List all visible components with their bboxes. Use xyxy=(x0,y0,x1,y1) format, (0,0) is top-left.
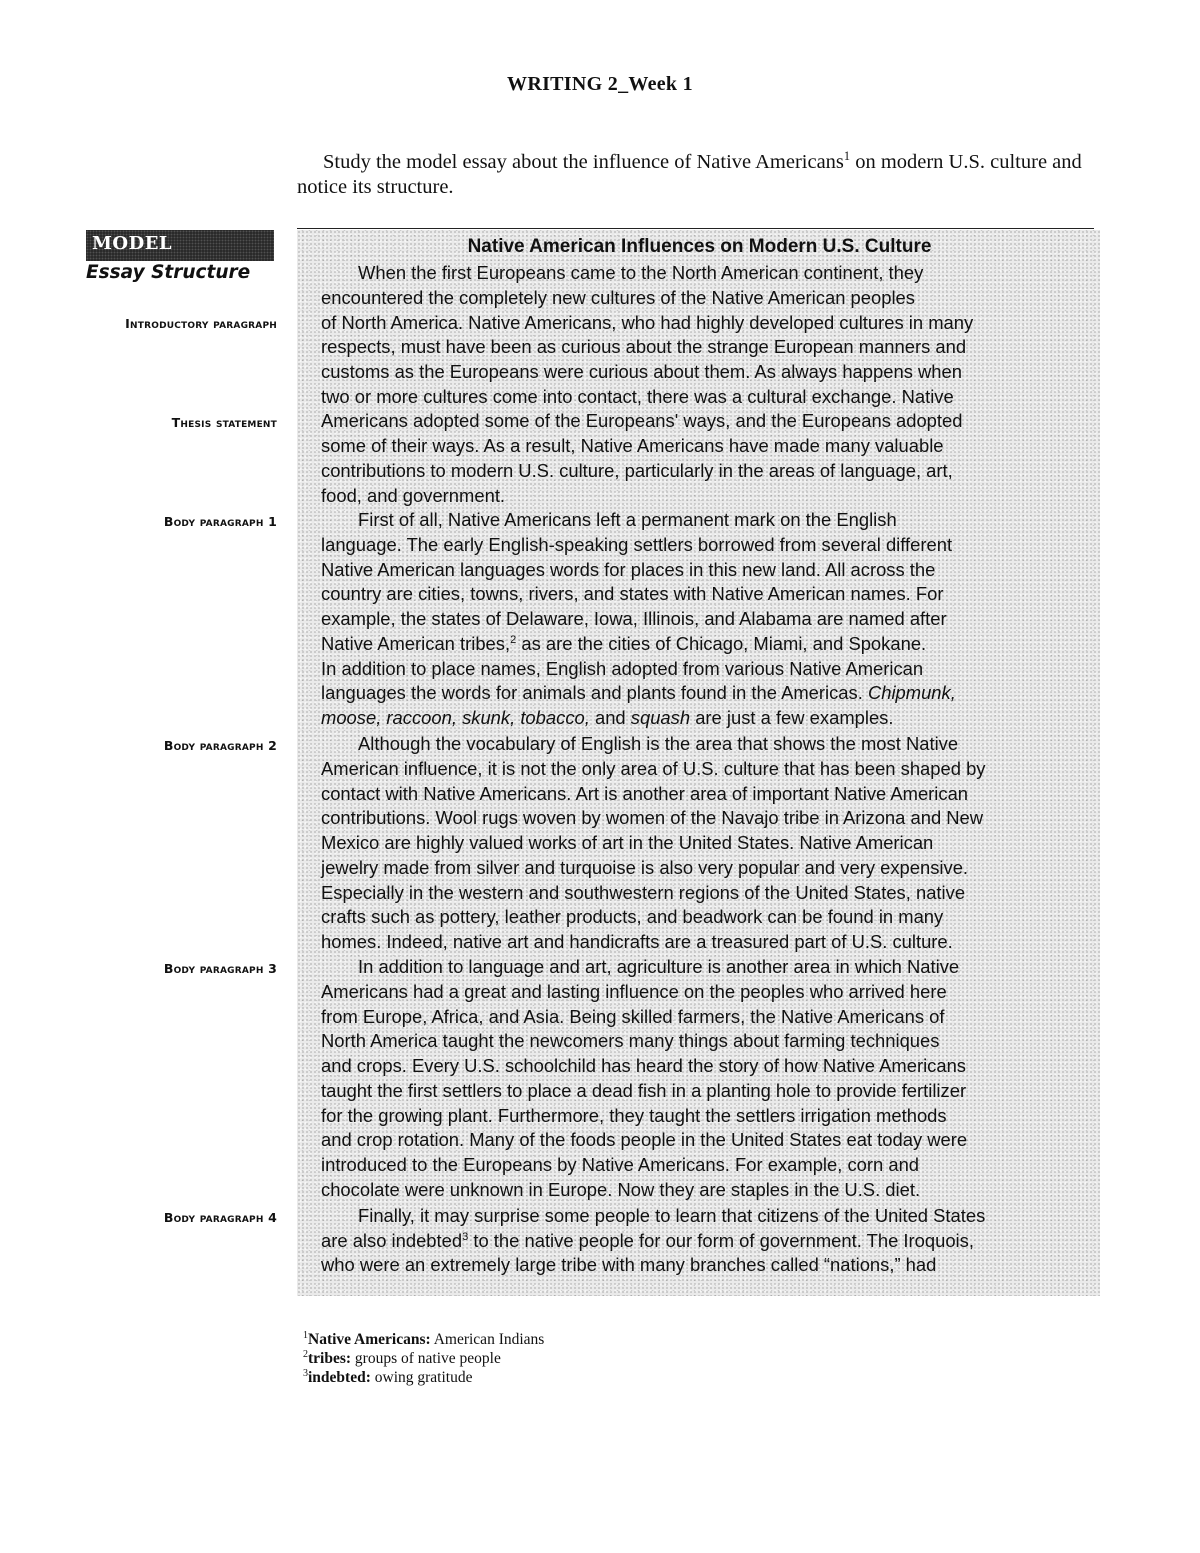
footnote-definition: owing gratitude xyxy=(370,1369,473,1386)
essay-line: contributions to modern U.S. culture, particularly in the areas of language, art, xyxy=(321,460,953,481)
essay-line: and crop rotation. Many of the foods people in the United States eat today were xyxy=(321,1129,968,1150)
footnote-number: 2 xyxy=(303,1348,308,1360)
footnote-definition: American Indians xyxy=(430,1331,545,1348)
footnote xyxy=(303,1368,472,1388)
essay-line: When the first Europeans came to the North American continent, they xyxy=(358,262,924,283)
essay-line: North America taught the newcomers many things about farming techniques xyxy=(321,1030,940,1051)
page-title: WRITING 2_Week 1 xyxy=(507,73,693,95)
essay-line: In addition to place names, English adopted from various Native American xyxy=(321,658,924,679)
essay-line: encountered the completely new cultures of the Native American peoples xyxy=(321,287,915,308)
model-banner xyxy=(86,230,274,261)
essay-line: country are cities, towns, rivers, and states with Native American names. For xyxy=(321,583,944,604)
essay-line: who were an extremely large tribe with many branches called “nations,” had xyxy=(321,1254,937,1275)
essay-line: introduced to the Europeans by Native Americans. For example, corn and xyxy=(321,1154,920,1175)
essay-line: First of all, Native Americans left a permanent mark on the English xyxy=(358,509,897,530)
essay-line: taught the first settlers to place a dead fish in a planting hole to provide fertilizer xyxy=(321,1080,967,1101)
intro-instructions xyxy=(297,150,1102,200)
essay-line: of North America. Native Americans, who had highly developed cultures in many xyxy=(321,312,974,333)
essay-line: contact with Native Americans. Art is another area of important Native American xyxy=(321,783,969,804)
essay-line: and crops. Every U.S. schoolchild has heard the story of how Native Americans xyxy=(321,1055,967,1076)
label-body-paragraph-1: Body paragraph 1 xyxy=(163,514,277,529)
essay-line: homes. Indeed, native art and handicrafts are a treasured part of U.S. culture. xyxy=(321,931,953,952)
essay-line: American influence, it is not the only area of U.S. culture that has been shaped by xyxy=(321,758,986,779)
essay-line: Mexico are highly valued works of art in the United States. Native American xyxy=(321,832,934,853)
footnote-mark: 3 xyxy=(462,1230,469,1243)
footnote-number: 3 xyxy=(303,1367,308,1379)
essay-text: to the native people for our form of government. The Iroquois, xyxy=(468,1230,974,1251)
essay-text: and xyxy=(589,707,631,728)
essay-text: languages the words for animals and plants found in the Americas. xyxy=(321,682,868,703)
divider xyxy=(297,228,1094,229)
footnote xyxy=(303,1349,501,1369)
label-introductory-paragraph: Introductory paragraph xyxy=(125,316,277,331)
essay-line: customs as the Europeans were curious about them. As always happens when xyxy=(321,361,962,382)
label-thesis-statement: Thesis statement xyxy=(171,415,277,430)
essay-line: for the growing plant. Furthermore, they taught the settlers irrigation methods xyxy=(321,1105,947,1126)
essay-line: Finally, it may surprise some people to learn that citizens of the United States xyxy=(358,1205,986,1226)
footnote-number: 1 xyxy=(303,1329,308,1341)
essay-italic-text: moose, raccoon, skunk, tobacco, xyxy=(321,707,590,728)
footnote-definition: groups of native people xyxy=(351,1350,501,1367)
essay-line: example, the states of Delaware, Iowa, Illinois, and Alabama are named after xyxy=(321,608,947,629)
intro-footnote-mark: 1 xyxy=(843,149,851,164)
essay-line: Although the vocabulary of English is the area that shows the most Native xyxy=(358,733,959,754)
label-body-paragraph-3: Body paragraph 3 xyxy=(163,961,277,976)
essay-text: as are the cities of Chicago, Miami, and Spokane. xyxy=(516,633,927,654)
essay-line xyxy=(321,706,894,731)
essay-text: are just a few examples. xyxy=(690,707,894,728)
essay-line: food, and government. xyxy=(321,485,506,506)
essay-line: contributions. Wool rugs woven by women of the Navajo tribe in Arizona and New xyxy=(321,807,984,828)
label-body-paragraph-4: Body paragraph 4 xyxy=(163,1210,277,1225)
footnote-term: tribes: xyxy=(308,1350,352,1367)
essay-line: jewelry made from silver and turquoise is also very popular and very expensive. xyxy=(321,857,969,878)
footnote-term: indebted: xyxy=(308,1369,371,1386)
model-label: MODEL xyxy=(92,233,173,254)
essay-line xyxy=(321,681,956,706)
label-body-paragraph-2: Body paragraph 2 xyxy=(163,738,277,753)
essay-italic-text: squash xyxy=(630,707,691,728)
essay-line: Americans adopted some of the Europeans' ways, and the Europeans adopted xyxy=(321,410,963,431)
essay-line: two or more cultures come into contact, there was a cultural exchange. Native xyxy=(321,386,954,407)
essay-line xyxy=(321,1229,974,1254)
essay-line: chocolate were unknown in Europe. Now they are staples in the U.S. diet. xyxy=(321,1179,921,1200)
essay-text: Native American tribes, xyxy=(321,633,511,654)
footnote-mark: 2 xyxy=(510,633,517,646)
essay-italic-text: Chipmunk, xyxy=(867,682,956,703)
intro-text: Study the model essay about the influence of Native Americans xyxy=(323,151,844,173)
essay-line: some of their ways. As a result, Native Americans have made many valuable xyxy=(321,435,944,456)
essay-line: from Europe, Africa, and Asia. Being skilled farmers, the Native Americans of xyxy=(321,1006,945,1027)
essay-line: Americans had a great and lasting influence on the peoples who arrived here xyxy=(321,981,947,1002)
essay-line: crafts such as pottery, leather products, and beadwork can be found in many xyxy=(321,906,944,927)
essay-structure-heading: Essay Structure xyxy=(86,262,251,283)
essay-title: Native American Influences on Modern U.S. Culture xyxy=(467,236,932,257)
footnote-term: Native Americans: xyxy=(308,1331,431,1348)
essay-line: Native American languages words for places in this new land. All across the xyxy=(321,559,936,580)
essay-line: respects, must have been as curious about the strange European manners and xyxy=(321,336,967,357)
essay-line xyxy=(321,632,926,657)
footnote xyxy=(303,1330,544,1350)
intro-text-continued: on modern U.S. culture and notice its structure. xyxy=(297,151,1082,198)
essay-line: In addition to language and art, agriculture is another area in which Native xyxy=(358,956,960,977)
essay-text: are also indebted xyxy=(321,1230,463,1251)
essay-line: Especially in the western and southwestern regions of the United States, native xyxy=(321,882,966,903)
essay-line: language. The early English-speaking settlers borrowed from several different xyxy=(321,534,953,555)
